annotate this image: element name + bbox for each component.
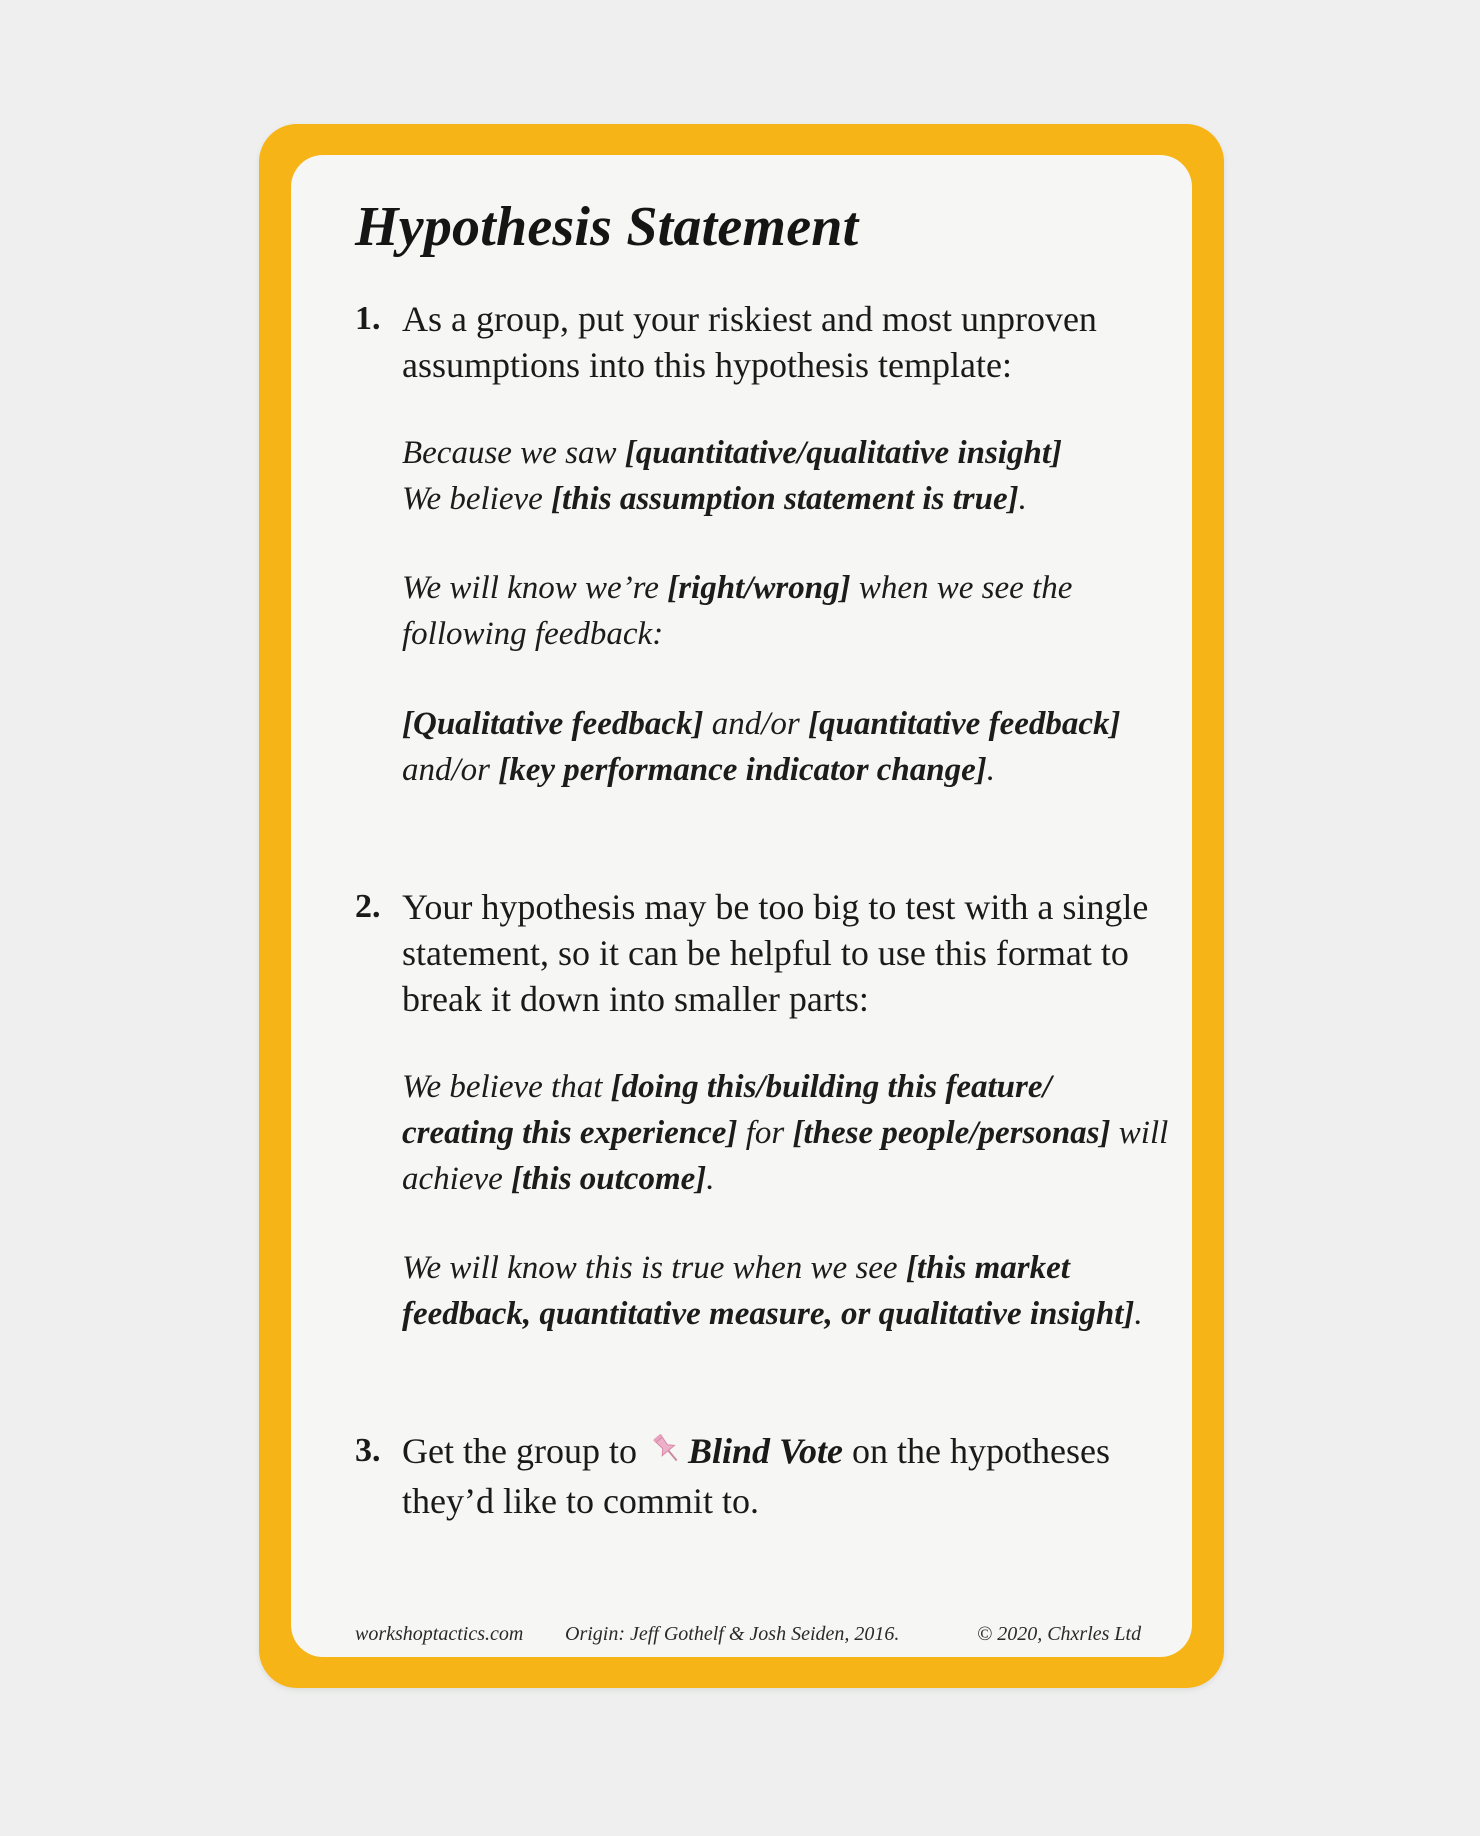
footer-copyright: © 2020, Chxrles Ltd	[977, 1623, 1142, 1645]
step-2-line-3: break it down into smaller parts:	[402, 979, 869, 1019]
pushpin-icon	[648, 1431, 686, 1478]
template-placeholder: [this outcome]	[511, 1161, 707, 1197]
template-placeholder: [right/wrong]	[667, 570, 851, 606]
template-text: Because we saw	[402, 435, 625, 471]
template-line: following feedback:	[402, 616, 664, 652]
step-1-template-c	[402, 701, 1192, 793]
template-placeholder: [doing this/building this feature/	[610, 1069, 1052, 1105]
template-text: achieve	[402, 1161, 512, 1197]
template-line	[402, 476, 1192, 522]
step-3-line-2: they’d like to commit to.	[402, 1481, 759, 1522]
template-line	[402, 430, 1192, 476]
step-2-line-2: statement, so it can be helpful to use this format to	[402, 933, 1129, 973]
step-1-line-1: As a group, put your riskiest and most unproven	[402, 299, 1097, 339]
template-text: .	[1134, 1296, 1143, 1332]
template-text: We will know this is true when we see	[402, 1250, 906, 1286]
template-placeholder: [this assumption statement is true]	[551, 481, 1019, 517]
template-placeholder: [these people/personas]	[792, 1115, 1111, 1151]
template-text: .	[986, 752, 996, 788]
template-line	[402, 1291, 1192, 1337]
template-text: We believe	[402, 481, 552, 517]
step-1-template-a	[402, 430, 1192, 522]
template-text: for	[737, 1115, 793, 1151]
template-text: We will know we’re	[402, 570, 668, 606]
card-title: Hypothesis Statement	[355, 196, 859, 258]
step-3-text-post: on the hypotheses	[843, 1431, 1110, 1471]
template-line	[402, 1156, 1192, 1202]
template-placeholder: creating this experience]	[402, 1115, 738, 1151]
template-text: when we see the	[850, 570, 1073, 606]
template-line	[402, 1064, 1192, 1110]
template-placeholder: feedback, quantitative measure, or qualitative insight]	[402, 1296, 1135, 1332]
template-placeholder: [quantitative feedback]	[808, 706, 1121, 742]
step-1-template-b	[402, 565, 1192, 657]
tactic-card	[259, 124, 1224, 1688]
step-1-text	[402, 296, 1182, 388]
step-2-text	[402, 884, 1182, 1022]
template-text: and/or	[402, 752, 499, 788]
template-text: will	[1110, 1115, 1169, 1151]
card-face	[291, 155, 1192, 1657]
footer-website: workshoptactics.com	[355, 1623, 524, 1645]
step-2-template-b	[402, 1245, 1192, 1337]
blind-vote-link: Blind Vote	[687, 1431, 843, 1471]
step-2-template-a	[402, 1064, 1192, 1202]
step-3-line-1	[402, 1428, 1182, 1478]
template-line	[402, 565, 1192, 611]
template-text: We believe that	[402, 1069, 611, 1105]
template-placeholder: [this market	[905, 1250, 1070, 1286]
template-line	[402, 1245, 1192, 1291]
template-line	[402, 1110, 1192, 1156]
template-line	[402, 747, 1192, 793]
template-text: .	[706, 1161, 715, 1197]
step-3-number: 3.	[355, 1432, 381, 1469]
footer-origin: Origin: Jeff Gothelf & Josh Seiden, 2016.	[565, 1623, 900, 1645]
step-1-line-2: assumptions into this hypothesis template:	[402, 345, 1012, 385]
step-1-number: 1.	[355, 300, 381, 337]
template-text: .	[1018, 481, 1027, 517]
step-3-text-pre: Get the group to	[402, 1431, 646, 1471]
step-3-text	[402, 1428, 1182, 1524]
template-text: and/or	[703, 706, 808, 742]
step-2-number: 2.	[355, 888, 381, 925]
template-placeholder: [key performance indicator change]	[498, 752, 987, 788]
template-placeholder: [Qualitative feedback]	[402, 706, 704, 742]
template-line	[402, 701, 1192, 747]
template-placeholder: [quantitative/qualitative insight]	[624, 435, 1062, 471]
step-2-line-1: Your hypothesis may be too big to test with a single	[402, 887, 1149, 927]
